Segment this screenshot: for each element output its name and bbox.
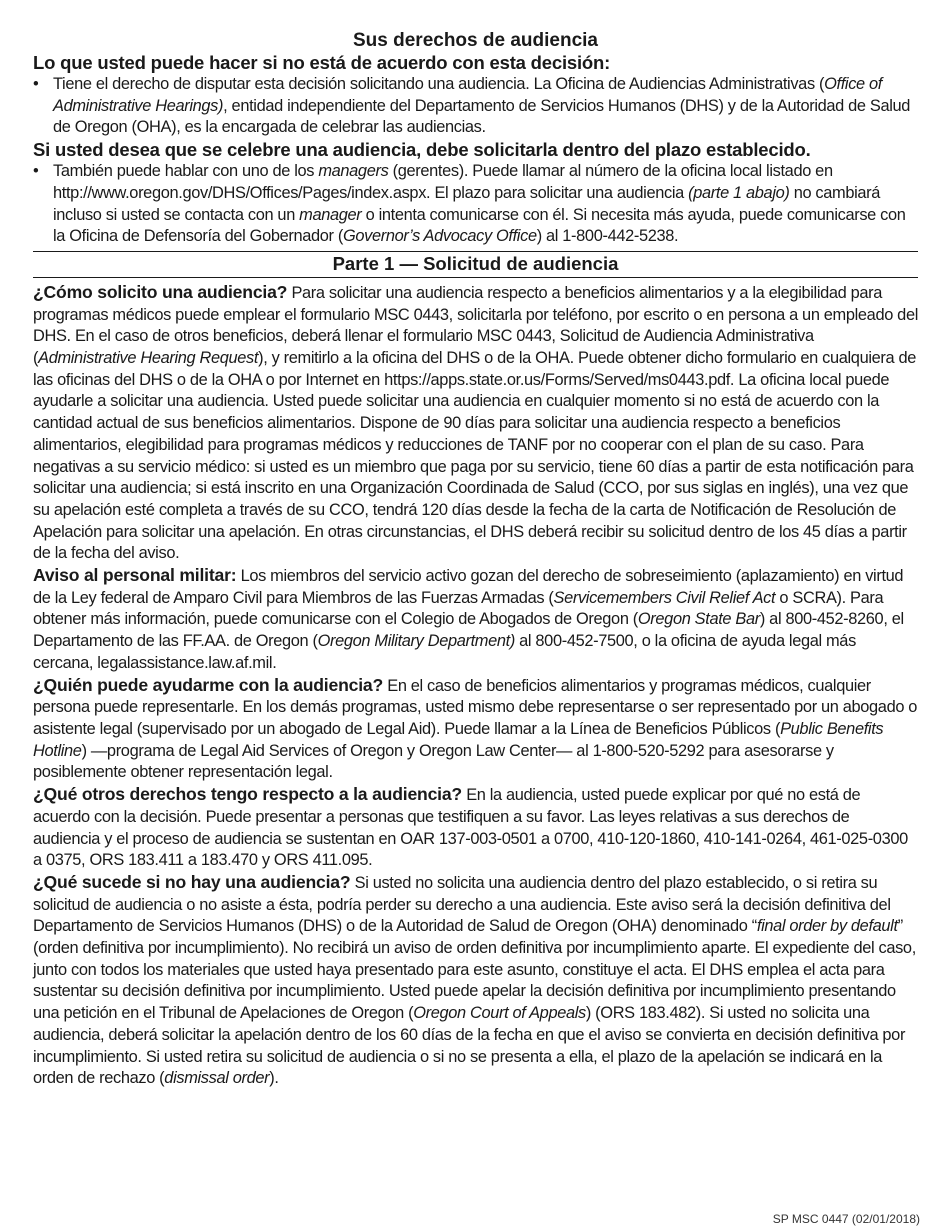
bullet-text: También puede hablar con uno de los managers (gerentes). Puede llamar al número de la oficina local listado en http://www.oregon.gov/DHS/Offices/Pages/index.aspx. El plazo para solicitar una audiencia (parte 1 abajo) no cambiará incluso si usted se contacta con un manager o intenta comunicarse con él. Si necesita más ayuda, puede comunicarse con la Oficina de Defensoría del Gobernador (Governor’s Advocacy Office) al 1-800-442-5238. — [53, 162, 906, 246]
paragraph-military-notice: Aviso al personal militar: Los miembros del servicio activo gozan del derecho de sobreseimiento (aplazamiento) en virtud de la Ley federal de Amparo Civil para Miembros de las Fuerzas Armadas (Servicemembers Civil Relief Act o SCRA). Para obtener más información, puede comunicarse con el Colegio de Abogados de Oregon (Oregon State Bar) al 800-452-8260, el Departamento de las FF.AA. de Oregon (Oregon Military Department) al 800-452-7500, o la oficina de ayuda legal más cercana, legalassistance.law.af.mil. — [33, 565, 904, 672]
part1-title: Parte 1 — Solicitud de audiencia — [33, 251, 918, 278]
form-number-footer: SP MSC 0447 (02/01/2018) — [772, 1212, 920, 1226]
bullet-icon: • — [33, 162, 39, 181]
document-page — [33, 30, 918, 1090]
paragraph-no-hearing: ¿Qué sucede si no hay una audiencia? Si usted no solicita una audiencia dentro del plazo establecido, o si retira su solicitud de audiencia o no asiste a ésta, podría perder su derecho a una audiencia. Este aviso será la decisión definitiva del Departamento de Servicios Humanos (DHS) o de la Autoridad de Salud de Oregon (OHA) denominado “final order by default” (orden definitiva por incumplimiento). No recibirá un aviso de orden definitiva por incumplimiento aparte. El expediente del caso, junto con todos los materiales que usted haya presentado para este asunto, constituye el acta. El DHS emplea el acta para sustentar su decisión definitiva por incumplimiento. Usted puede apelar la decisión definitiva por incumplimiento presentando una petición en el Tribunal de Apelaciones de Oregon (Oregon Court of Appeals) (ORS 183.482). Si usted no solicita una audiencia, deberá solicitar la apelación dentro de los 60 días de la fecha en que el aviso se convierta en decisión definitiva por incumplimiento. Si usted retira su solicitud de audiencia o si no se presenta a ella, el plazo de la apelación se indicará en la orden de rechazo (dismissal order). — [33, 871, 916, 1088]
bullet-icon: • — [33, 75, 39, 93]
deadline-heading: Si usted desea que se celebre una audiencia, debe solicitarla dentro del plazo establecido. — [33, 139, 811, 161]
paragraph-other-rights: ¿Qué otros derechos tengo respecto a la audiencia? En la audiencia, usted puede explicar por qué no está de acuerdo con la decisión. Puede presentar a personas que testifiquen a su favor. Las leyes relativas a sus derechos de audiencia y el proceso de audiencia se sustentan en OAR 137-003-0501 a 0700, 410-120-1860, 410-141-0264, 461-025-0300 a 0375, ORS 183.411 a 183.470 y ORS 411.095. — [33, 784, 908, 870]
paragraph-how-to-request: ¿Cómo solicito una audiencia? Para solicitar una audiencia respecto a beneficios alimentarios y a la elegibilidad para programas médicos puede emplear el formulario MSC 0443, solicitarla por teléfono, por escrito o en persona a un empleado del DHS. En el caso de otros beneficios, deberá llenar el formulario MSC 0443, Solicitud de Audiencia Administrativa (Administrative Hearing Request), y remitirlo a la oficina del DHS o de la OHA. Puede obtener dicho formulario en cualquiera de las oficinas del DHS o de la OHA o por Internet en https://apps.state.or.us/Forms/Served/ms0443.pdf. La oficina local puede ayudarle a solicitar una audiencia. Usted puede solicitar una audiencia en cualquier momento si no está de acuerdo con la cantidad actual de sus beneficios alimentarios. Dispone de 90 días para solicitar una audiencia respecto a beneficios alimentarios, elegibilidad para programas médicos y reducciones de TANF por no cooperar con el plan de su caso. Para negativas a su servicio médico: si usted es un miembro que paga por su servicio, tiene 60 días a partir de esta notificación para solicitar una audiencia; si está inscrito en una Organización Coordinada de Salud (CCO, por sus siglas en inglés), una vez que su apelación esté completa a través de su CCO, tendrá 120 días desde la fecha de la carta de Notificación de Resolución de Apelación para solicitar una apelación. En otras circunstancias, el DHS deberá recibir su solicitud dentro de los 45 días a partir de la fecha del aviso. — [33, 281, 919, 563]
page-title: Sus derechos de audiencia — [353, 30, 598, 51]
bullet-hearing-right — [33, 74, 918, 139]
disagree-heading: Lo que usted puede hacer si no está de acuerdo con esta decisión: — [33, 52, 611, 73]
bullet-managers — [33, 161, 918, 248]
bullet-text: Tiene el derecho de disputar esta decisión solicitando una audiencia. La Oficina de Audiencias Administrativas (Office of Administrative Hearings), entidad independiente del Departamento de Servicios Humanos (DHS) y de la Autoridad de Salud de Oregon (OHA), es la encargada de celebrar las audiencias. — [53, 75, 911, 137]
paragraph-who-can-help: ¿Quién puede ayudarme con la audiencia? En el caso de beneficios alimentarios y programas médicos, cualquier persona puede representarle. En los demás programas, usted mismo debe representarse o ser representado por un abogado o asistente legal (supervisado por un abogado de Legal Aid). Puede llamar a la Línea de Beneficios Públicos (Public Benefits Hotline) —programa de Legal Aid Services of Oregon y Oregon Law Center— al 1-800-520-5292 para asesorarse y posiblemente obtener representación legal. — [33, 674, 918, 782]
